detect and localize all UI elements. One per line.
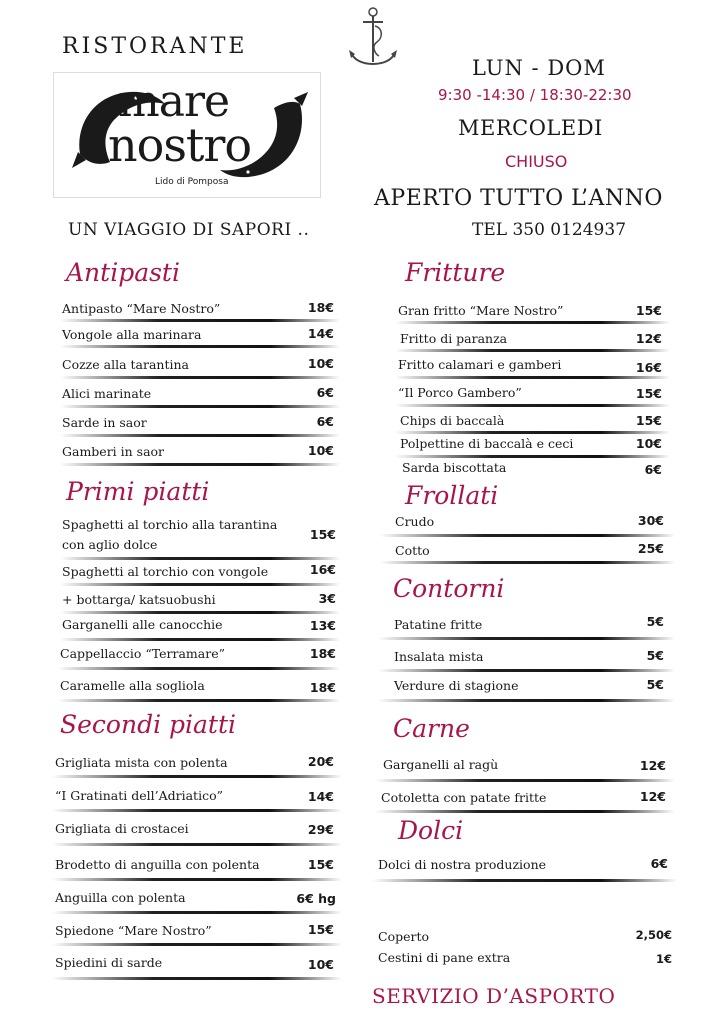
open-days: LUN - DOM xyxy=(472,56,606,80)
menu-item-price: 6€ xyxy=(316,414,334,429)
divider xyxy=(58,667,340,670)
divider xyxy=(375,779,675,782)
menu-item-price: 18€ xyxy=(309,680,336,695)
menu-item-price: 14€ xyxy=(307,789,334,804)
divider xyxy=(60,557,340,560)
cover-charge-label: Coperto xyxy=(378,929,430,944)
divider xyxy=(378,699,675,702)
menu-item-price: 15€ xyxy=(635,303,662,318)
menu-item-price: 16€ xyxy=(635,360,662,375)
section-title-fritture: Fritture xyxy=(405,258,506,287)
menu-item-name: Chips di baccalà xyxy=(400,413,505,428)
menu-item-price: 29€ xyxy=(307,822,334,837)
phone-number[interactable]: TEL 350 0124937 xyxy=(472,220,627,240)
divider xyxy=(378,669,675,672)
menu-item-price: 6€ hg xyxy=(296,891,336,906)
section-title-antipasti: Antipasti xyxy=(66,258,180,287)
menu-item-name: Anguilla con polenta xyxy=(55,890,186,905)
takeaway-service: SERVIZIO D’ASPORTO xyxy=(372,984,616,1008)
menu-item-price: 15€ xyxy=(309,527,336,542)
bread-extra-label: Cestini di pane extra xyxy=(378,950,511,965)
section-title-secondi: Secondi piatti xyxy=(60,710,237,739)
menu-item-name: Brodetto di anguilla con polenta xyxy=(55,857,260,872)
divider xyxy=(380,561,675,564)
menu-item-name: Patatine fritte xyxy=(394,617,483,632)
divider xyxy=(60,463,340,466)
divider xyxy=(395,404,670,407)
menu-item-name: Fritto calamari e gamberi xyxy=(398,357,562,372)
menu-item-name: Garganelli alle canocchie xyxy=(62,617,223,632)
menu-item-name: Grigliata di crostacei xyxy=(55,821,189,836)
menu-item-name-line2: con aglio dolce xyxy=(62,537,158,552)
divider xyxy=(52,775,342,778)
divider xyxy=(60,583,340,586)
opening-hours: 9:30 -14:30 / 18:30-22:30 xyxy=(438,86,632,104)
divider xyxy=(60,434,340,437)
menu-item-price: 12€ xyxy=(635,331,662,346)
menu-item-name: + bottarga/ katsuobushi xyxy=(62,592,216,607)
menu-item-price: 6€ xyxy=(650,856,668,871)
menu-item-name: Grigliata mista con polenta xyxy=(55,755,228,770)
divider xyxy=(395,431,670,434)
menu-item-price: 12€ xyxy=(639,789,666,804)
menu-item-name: Spaghetti al torchio alla tarantina xyxy=(62,517,278,532)
menu-item-name: “I Gratinati dell’Adriatico” xyxy=(55,788,223,803)
menu-item-price: 16€ xyxy=(309,562,336,577)
menu-item-price: 5€ xyxy=(646,677,664,692)
menu-item-price: 20€ xyxy=(307,754,334,769)
divider xyxy=(395,455,670,458)
menu-item-name: Polpettine di baccalà e ceci xyxy=(400,436,574,451)
divider xyxy=(372,879,677,882)
divider xyxy=(395,376,670,379)
restaurant-label: RISTORANTE xyxy=(62,34,248,59)
menu-item-name: Caramelle alla sogliola xyxy=(60,678,205,693)
divider xyxy=(52,977,342,980)
menu-item-price: 15€ xyxy=(635,386,662,401)
divider xyxy=(60,611,340,614)
menu-item-name: Antipasto “Mare Nostro” xyxy=(62,301,221,316)
logo-text-mare: mare xyxy=(118,76,230,127)
menu-item-price: 6€ xyxy=(644,462,662,477)
divider xyxy=(378,637,675,640)
menu-item-price: 3€ xyxy=(318,591,336,606)
open-all-year: APERTO TUTTO L’ANNO xyxy=(374,186,663,211)
divider xyxy=(58,699,340,702)
section-title-dolci: Dolci xyxy=(398,816,464,845)
cover-charge-price: 2,50€ xyxy=(635,928,672,942)
menu-item-price: 15€ xyxy=(635,413,662,428)
menu-item-price: 5€ xyxy=(646,614,664,629)
section-title-frollati: Frollati xyxy=(405,481,499,510)
divider xyxy=(52,843,342,846)
menu-item-name: Fritto di paranza xyxy=(400,331,508,346)
section-title-contorni: Contorni xyxy=(393,574,505,603)
closed-label: CHIUSO xyxy=(505,152,568,171)
menu-item-name: Crudo xyxy=(395,514,435,529)
menu-item-price: 30€ xyxy=(637,513,664,528)
menu-item-price: 10€ xyxy=(635,436,662,451)
menu-item-name: Vongole alla marinara xyxy=(62,327,202,342)
divider xyxy=(375,810,675,813)
menu-item-name: Sarde in saor xyxy=(62,415,147,430)
divider xyxy=(52,911,342,914)
menu-item-price: 12€ xyxy=(639,758,666,773)
menu-item-name: Sarda biscottata xyxy=(402,460,507,475)
menu-item-price: 10€ xyxy=(307,957,334,972)
divider xyxy=(52,878,342,881)
divider xyxy=(395,321,670,324)
menu-item-price: 10€ xyxy=(307,356,334,371)
menu-item-price: 25€ xyxy=(637,541,664,556)
divider xyxy=(60,638,340,641)
section-title-primi: Primi piatti xyxy=(66,477,210,506)
anchor-seahorse-icon xyxy=(345,6,401,76)
divider xyxy=(60,376,340,379)
bread-extra-price: 1€ xyxy=(655,952,672,966)
divider xyxy=(60,345,340,348)
menu-item-name: Insalata mista xyxy=(394,649,484,664)
divider xyxy=(380,534,675,537)
menu-item-name: Cappellaccio “Terramare” xyxy=(60,646,225,661)
menu-item-price: 18€ xyxy=(307,300,334,315)
divider xyxy=(60,319,340,322)
divider xyxy=(395,349,670,352)
menu-item-name: Cozze alla tarantina xyxy=(62,357,189,372)
menu-item-price: 6€ xyxy=(316,385,334,400)
menu-item-price: 18€ xyxy=(309,646,336,661)
menu-item-name: Gran fritto “Mare Nostro” xyxy=(398,303,564,318)
divider xyxy=(52,943,342,946)
menu-item-name: Gamberi in saor xyxy=(62,444,165,459)
closing-day: MERCOLEDI xyxy=(458,116,603,140)
menu-item-price: 13€ xyxy=(309,618,336,633)
menu-item-name: Cotto xyxy=(395,543,430,558)
menu-item-price: 14€ xyxy=(307,326,334,341)
divider xyxy=(52,809,342,812)
menu-item-name: Verdure di stagione xyxy=(394,678,519,693)
menu-item-name: Cotoletta con patate fritte xyxy=(381,790,547,805)
tagline: UN VIAGGIO DI SAPORI .. xyxy=(68,220,310,240)
menu-item-name: Alici marinate xyxy=(62,386,152,401)
menu-item-price: 15€ xyxy=(307,922,334,937)
menu-item-name: Spiedini di sarde xyxy=(55,955,163,970)
logo-text-nostro: nostro xyxy=(108,118,252,172)
menu-item-name: Spaghetti al torchio con vongole xyxy=(62,564,269,579)
menu-item-name: Garganelli al ragù xyxy=(383,757,499,772)
divider xyxy=(60,405,340,408)
menu-item-name: Dolci di nostra produzione xyxy=(378,857,547,872)
menu-item-name: “Il Porco Gambero” xyxy=(398,385,522,400)
menu-item-price: 5€ xyxy=(646,648,664,663)
section-title-carne: Carne xyxy=(393,714,470,743)
logo-subtitle: Lido di Pomposa xyxy=(155,177,229,187)
menu-item-price: 15€ xyxy=(307,857,334,872)
menu-item-name: Spiedone “Mare Nostro” xyxy=(55,923,212,938)
menu-item-price: 10€ xyxy=(307,443,334,458)
